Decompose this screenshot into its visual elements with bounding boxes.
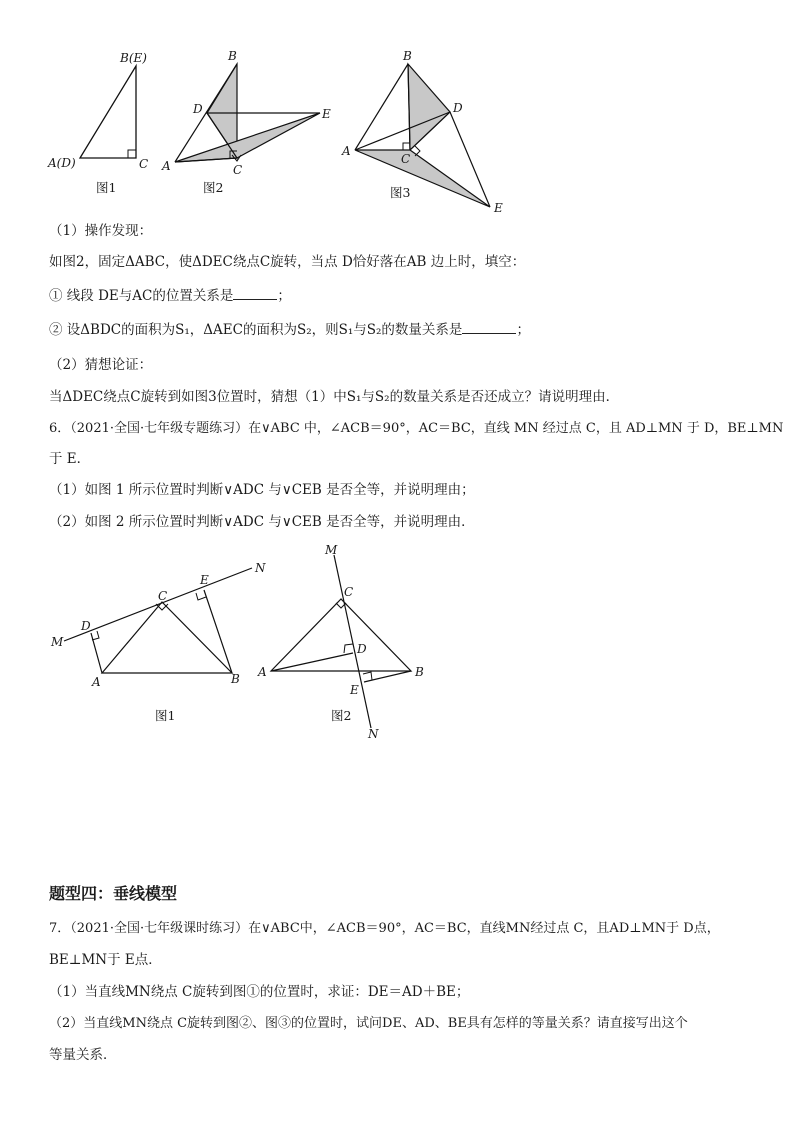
q6-figure-1 xyxy=(50,561,266,723)
q5-part1-title: （1）操作发现： xyxy=(49,223,153,239)
q6-figure-2 xyxy=(257,543,424,741)
q6f2-caption: 图2 xyxy=(331,708,352,723)
q5-item2 xyxy=(49,319,530,339)
q6f1-label-m: M xyxy=(51,635,64,649)
q6f1-caption: 图1 xyxy=(155,708,176,723)
fig2-label-d: D xyxy=(193,102,203,116)
q7-part2-line2: 等量关系． xyxy=(49,1047,117,1063)
fig3-caption: 图3 xyxy=(390,185,411,200)
q5-item1 xyxy=(49,285,291,305)
fig3-label-a: A xyxy=(342,144,351,158)
q6f2-label-n: N xyxy=(368,727,379,741)
q5-item1-suffix: ； xyxy=(277,288,291,304)
q5-part1-intro: 如图2，固定ΔABC，使ΔDEC绕点C旋转，当点 D恰好落在AB 边上时，填空： xyxy=(49,254,526,270)
answer-blank-2[interactable] xyxy=(462,319,516,334)
q6f2-label-b: B xyxy=(415,665,424,679)
q6f2-label-c: C xyxy=(344,585,354,599)
q7-stem-line1: 7．（2021·全国·七年级课时练习）在∨ABC中，∠ACB＝90°，AC＝BC，直线MN经过点 C，且AD⊥MN于 D点， xyxy=(49,921,720,936)
q6f1-label-n: N xyxy=(255,561,266,575)
q6-figures xyxy=(0,540,794,750)
fig2-caption: 图2 xyxy=(203,180,224,195)
fig3-label-c: C xyxy=(401,152,411,166)
q6-part2: （2）如图 2 所示位置时判断∨ADC 与∨CEB 是否全等，并说明理由． xyxy=(49,514,475,530)
q6f1-label-c: C xyxy=(158,589,168,603)
q6f2-label-e: E xyxy=(350,683,359,697)
q6f2-label-a: A xyxy=(258,665,267,679)
q5-item2-suffix: ； xyxy=(516,322,530,338)
q6f2-label-d: D xyxy=(357,642,367,656)
fig3-label-d: D xyxy=(453,101,463,115)
q6f1-label-b: B xyxy=(231,672,240,686)
q5-part2-title: （2）猜想论证： xyxy=(49,357,153,373)
q7-stem-line2: BE⊥MN于 E点． xyxy=(49,952,162,968)
q6f1-label-a: A xyxy=(92,675,101,689)
q7-part1: （1）当直线MN绕点 C旋转到图①的位置时，求证：DE＝AD＋BE； xyxy=(49,984,470,1000)
answer-blank-1[interactable] xyxy=(233,285,277,300)
fig3-label-e: E xyxy=(494,201,503,215)
q6-part1: （1）如图 1 所示位置时判断∨ADC 与∨CEB 是否全等，并说明理由； xyxy=(49,482,475,498)
figure-1-triangle xyxy=(47,51,148,195)
fig2-label-c: C xyxy=(233,163,243,177)
figure-3-rotation xyxy=(341,49,503,215)
section-heading: 题型四：垂线模型 xyxy=(49,884,178,903)
q6f2-label-m: M xyxy=(325,543,338,557)
figure-2-rotation xyxy=(161,49,331,195)
fig1-label-a: A(D) xyxy=(48,156,76,170)
fig2-label-e: E xyxy=(322,107,331,121)
fig2-label-b: B xyxy=(228,49,237,63)
q5-item1-text: ① 线段 DE与AC的位置关系是 xyxy=(49,288,234,304)
fig3-label-b: B xyxy=(403,49,412,63)
q5-item2-text: ② 设ΔBDC的面积为S₁，ΔAEC的面积为S₂，则S₁与S₂的数量关系是 xyxy=(49,322,463,338)
q6-stem-line2: 于 E． xyxy=(49,451,91,467)
q6f1-label-d: D xyxy=(81,619,91,633)
fig1-caption: 图1 xyxy=(96,180,117,195)
fig2-label-a: A xyxy=(162,159,171,173)
fig1-label-b: B(E) xyxy=(120,51,147,65)
fig1-label-c: C xyxy=(139,157,149,171)
top-figures xyxy=(0,0,794,225)
q7-part2-line1: （2）当直线MN绕点 C旋转到图②、图③的位置时，试问DE、AD、BE具有怎样的等量关系？请直接写出这个 xyxy=(49,1016,688,1031)
q5-part2-text: 当ΔDEC绕点C旋转到如图3位置时，猜想（1）中S₁与S₂的数量关系是否还成立？请说明理由． xyxy=(49,389,620,405)
q6-stem-line1: 6．（2021·全国·七年级专题练习）在∨ABC 中，∠ACB＝90°，AC＝BC，直线 MN 经过点 C，且 AD⊥MN 于 D，BE⊥MN xyxy=(49,421,784,436)
q6f1-label-e: E xyxy=(200,573,209,587)
